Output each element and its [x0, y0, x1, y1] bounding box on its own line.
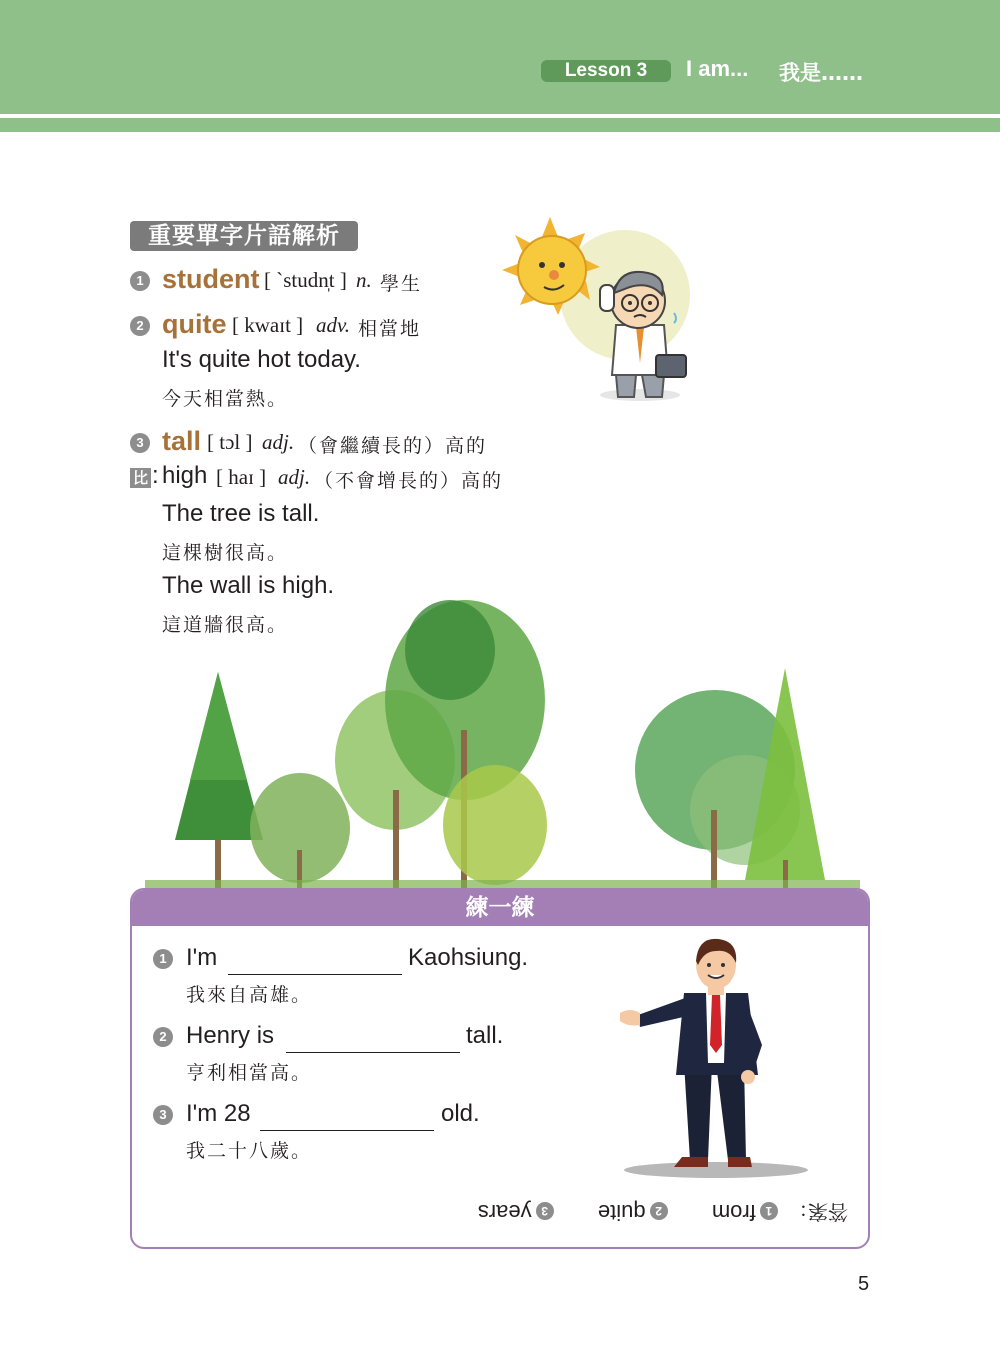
- question-before: Henry is: [186, 1022, 275, 1049]
- page-number: 5: [858, 1273, 870, 1295]
- meaning-zh: （會繼續長的）高的: [298, 435, 488, 457]
- practice-title: 練一練: [465, 895, 535, 921]
- example-zh: 今天相當熱。: [162, 388, 289, 410]
- header-band: [0, 118, 1000, 132]
- phonetic: [ tɔl ]: [207, 430, 253, 454]
- lesson-title-zh: 我是……: [779, 61, 863, 85]
- compare-phonetic: [ haɪ ]: [216, 465, 267, 489]
- question-number: 1: [153, 949, 173, 969]
- example-zh: 這棵樹很高。: [162, 542, 289, 564]
- example-en: The tree is tall.: [162, 500, 320, 527]
- answer-number: 2: [650, 1202, 668, 1220]
- answer-number: 3: [536, 1202, 554, 1220]
- vocab-word: tall: [162, 426, 202, 456]
- answer-text: from: [711, 1200, 756, 1225]
- compare-word: high: [162, 462, 208, 489]
- question-after: tall.: [466, 1022, 504, 1049]
- question-before: I'm 28: [186, 1100, 251, 1127]
- answer-blank[interactable]: [286, 1052, 460, 1053]
- lesson-label: Lesson 3: [541, 60, 671, 82]
- vocab-word: quite: [162, 309, 227, 339]
- answer-text: years: [477, 1200, 532, 1225]
- phonetic: [ ˋstudn̩t ]: [264, 268, 347, 292]
- answer-blank[interactable]: [260, 1130, 434, 1131]
- example-en: The wall is high.: [162, 572, 335, 599]
- section-title: 重要單字片語解析: [130, 221, 358, 251]
- answer-label: 答案：: [788, 1200, 848, 1222]
- example-zh: 這道牆很高。: [162, 614, 289, 636]
- question-number: 3: [153, 1105, 173, 1125]
- question-number: 2: [153, 1027, 173, 1047]
- question-zh: 我二十八歲。: [186, 1140, 313, 1162]
- meaning-zh: 相當地: [358, 318, 422, 340]
- answer-blank[interactable]: [228, 974, 402, 975]
- part-of-speech: adv.: [316, 313, 351, 337]
- item-number: 3: [130, 433, 150, 453]
- question-zh: 亨利相當高。: [186, 1062, 313, 1084]
- example-en: It's quite hot today.: [162, 346, 361, 373]
- lesson-title: I am...: [686, 56, 749, 81]
- compare-meaning: （不會增長的）高的: [314, 470, 504, 492]
- question-after: Kaohsiung.: [408, 944, 529, 971]
- item-number: 1: [130, 271, 150, 291]
- answer-key: [477, 1200, 848, 1228]
- question-after: old.: [441, 1100, 480, 1127]
- meaning-zh: 學生: [380, 273, 423, 295]
- part-of-speech: n.: [356, 268, 372, 292]
- compare-colon: :: [152, 462, 159, 489]
- compare-pos: adj.: [278, 465, 311, 489]
- compare-label: 比: [130, 468, 151, 488]
- answer-number: 1: [760, 1202, 778, 1220]
- hot-man-illustration: [490, 215, 700, 410]
- question-zh: 我來自高雄。: [186, 984, 313, 1006]
- answer-text: quite: [597, 1200, 646, 1225]
- item-number: 2: [130, 316, 150, 336]
- vocab-word: student: [162, 264, 260, 294]
- question-before: I'm: [186, 944, 218, 971]
- phonetic: [ kwaɪt ]: [232, 313, 304, 337]
- businessman-illustration: [612, 935, 812, 1180]
- part-of-speech: adj.: [262, 430, 295, 454]
- trees-illustration: [145, 590, 860, 895]
